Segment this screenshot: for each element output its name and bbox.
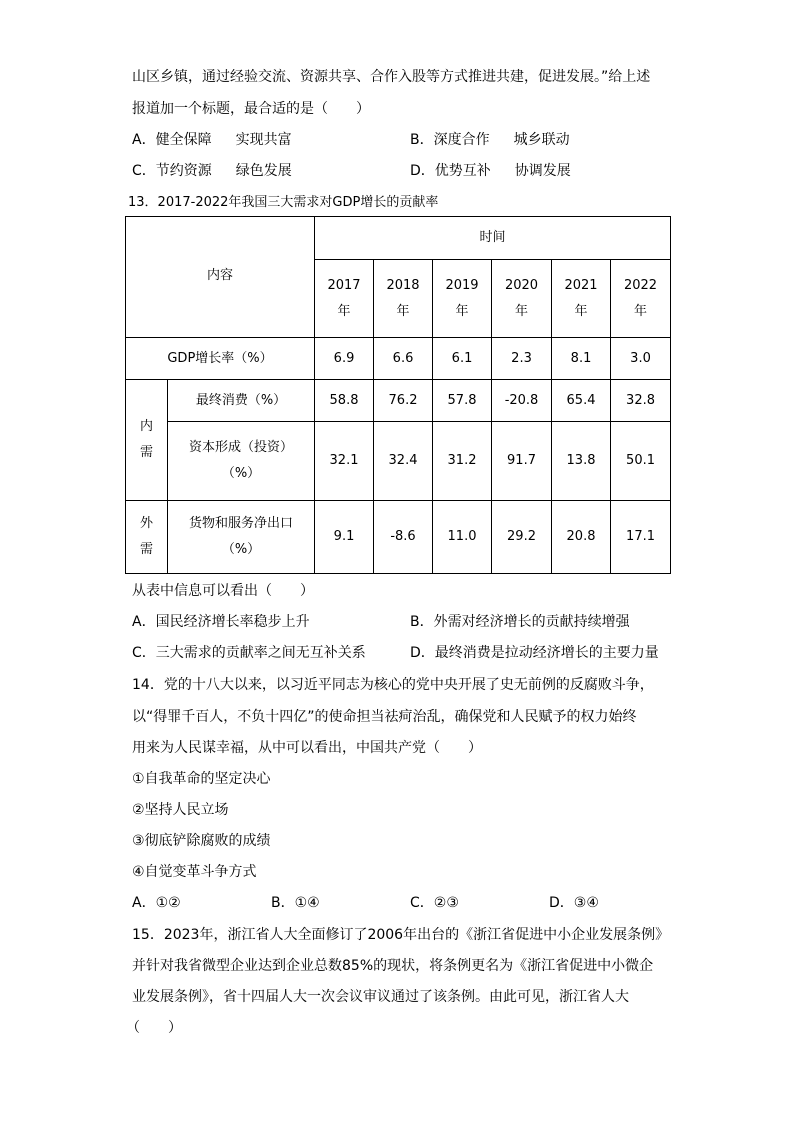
year-cell: 2021 年: [552, 260, 611, 338]
option-text: ①④: [294, 895, 320, 911]
q12-option-b[interactable]: [410, 131, 570, 149]
header-content: 内容: [126, 217, 315, 338]
table-cell: 29.2: [492, 501, 552, 574]
option-label: B．: [271, 895, 295, 911]
table-cell: 58.8: [315, 380, 374, 422]
option-label: B．: [410, 132, 434, 148]
option-text: ①②: [155, 895, 181, 911]
table-cell: 50.1: [611, 422, 671, 501]
q14-stem-line-3: 用来为人民谋幸福，从中可以看出，中国共产党（ ）: [132, 740, 482, 756]
option-label: A．: [132, 895, 156, 911]
header-time: 时间: [315, 217, 671, 260]
option-text: 外需对经济增长的贡献持续增强: [433, 614, 630, 630]
table-cell: 2.3: [492, 338, 552, 380]
table-cell: 32.4: [374, 422, 433, 501]
option-text: ②③: [433, 895, 459, 911]
table-cell: 76.2: [374, 380, 433, 422]
row-label: GDP增长率（%）: [126, 338, 315, 380]
table-cell: 20.8: [552, 501, 611, 574]
table-cell: 65.4: [552, 380, 611, 422]
q14-item-3: ③彻底铲除腐败的成绩: [132, 833, 271, 849]
table-cell: 31.2: [433, 422, 492, 501]
year-cell: 2019 年: [433, 260, 492, 338]
q13-stem: 从表中信息可以看出（ ）: [132, 583, 314, 599]
table-row-gdp: [126, 338, 671, 380]
q14-option-d[interactable]: [549, 894, 599, 912]
table-cell: 6.1: [433, 338, 492, 380]
q14-option-c[interactable]: [410, 894, 459, 912]
q12-option-c[interactable]: [132, 162, 292, 180]
option-label: A．: [132, 614, 156, 630]
table-cell: 6.6: [374, 338, 433, 380]
q13-option-b[interactable]: [410, 613, 630, 631]
q13-option-d[interactable]: [410, 644, 659, 662]
q14-stem-line-1: 14．党的十八大以来，以习近平同志为核心的党中央开展了史无前例的反腐败斗争，: [132, 677, 654, 693]
option-text: 实现共富: [235, 132, 292, 148]
option-label: B．: [410, 614, 434, 630]
option-text: 三大需求的贡献率之间无互补关系: [155, 645, 366, 661]
row-label: 最终消费（%）: [168, 380, 315, 422]
table-row-consumption: [126, 380, 671, 422]
q15-stem-line-2: 并针对我省微型企业达到企业总数85%的现状，将条例更名为《浙江省促进中小微企: [132, 958, 654, 974]
table-cell: 6.9: [315, 338, 374, 380]
q12-option-a[interactable]: [132, 131, 292, 149]
row-label: 资本形成（投资） （%）: [168, 422, 315, 501]
q12-stem-line-1: 山区乡镇，通过经验交流、资源共享、合作入股等方式推进共建，促进发展。”给上述: [132, 69, 651, 85]
year-cell: 2017 年: [315, 260, 374, 338]
option-text: 城乡联动: [513, 132, 570, 148]
table-cell: 9.1: [315, 501, 374, 574]
q13-option-a[interactable]: [132, 613, 310, 631]
table-cell: 32.8: [611, 380, 671, 422]
option-text: 健全保障: [155, 132, 212, 148]
option-text: 深度合作: [433, 132, 490, 148]
table-row-net-exports: [126, 501, 671, 574]
q13-option-c[interactable]: [132, 644, 366, 662]
option-text: 优势互补: [434, 163, 491, 179]
table-cell: 11.0: [433, 501, 492, 574]
option-label: C．: [410, 895, 434, 911]
option-text: 协调发展: [514, 163, 571, 179]
option-label: D．: [549, 895, 574, 911]
table-cell: 32.1: [315, 422, 374, 501]
table-cell: 3.0: [611, 338, 671, 380]
group-external-demand: 外 需: [126, 501, 168, 574]
table-cell: -8.6: [374, 501, 433, 574]
q14-item-2: ②坚持人民立场: [132, 802, 229, 818]
option-text: 国民经济增长率稳步上升: [155, 614, 310, 630]
option-text: 最终消费是拉动经济增长的主要力量: [434, 645, 659, 661]
option-label: A．: [132, 132, 156, 148]
table-header-row: [126, 217, 671, 260]
table-cell: 13.8: [552, 422, 611, 501]
q14-option-b[interactable]: [271, 894, 320, 912]
group-domestic-demand: 内 需: [126, 380, 168, 501]
option-label: D．: [410, 645, 435, 661]
table-cell: 8.1: [552, 338, 611, 380]
q14-option-a[interactable]: [132, 894, 181, 912]
year-cell: 2020 年: [492, 260, 552, 338]
row-label: 货物和服务净出口 （%）: [168, 501, 315, 574]
q12-stem-line-2: 报道加一个标题，最合适的是（ ）: [132, 101, 370, 117]
option-text: 节约资源: [155, 163, 212, 179]
option-label: C．: [132, 163, 156, 179]
option-text: ③④: [573, 895, 599, 911]
table-cell: 57.8: [433, 380, 492, 422]
contribution-table: [125, 216, 671, 574]
q12-option-d[interactable]: [410, 162, 571, 180]
q14-item-1: ①自我革命的坚定决心: [132, 771, 271, 787]
option-text: 绿色发展: [235, 163, 292, 179]
q15-answer-blank: （ ）: [126, 1020, 182, 1036]
year-cell: 2018 年: [374, 260, 433, 338]
q14-stem-line-2: 以“得罪千百人，不负十四亿”的使命担当祛疴治乱，确保党和人民赋予的权力始终: [132, 709, 637, 725]
table-cell: 17.1: [611, 501, 671, 574]
option-label: C．: [132, 645, 156, 661]
table-cell: 91.7: [492, 422, 552, 501]
q13-title: 13．2017-2022年我国三大需求对GDP增长的贡献率: [128, 195, 439, 210]
option-label: D．: [410, 163, 435, 179]
table-row-capital: [126, 422, 671, 501]
year-cell: 2022 年: [611, 260, 671, 338]
q15-stem-line-1: 15．2023年，浙江省人大全面修订了2006年出台的《浙江省促进中小企业发展条例》: [132, 927, 670, 943]
table-cell: -20.8: [492, 380, 552, 422]
q14-item-4: ④自觉变革斗争方式: [132, 864, 257, 880]
q15-stem-line-3: 业发展条例》，省十四届人大一次会议审议通过了该条例。由此可见，浙江省人大: [132, 989, 629, 1005]
